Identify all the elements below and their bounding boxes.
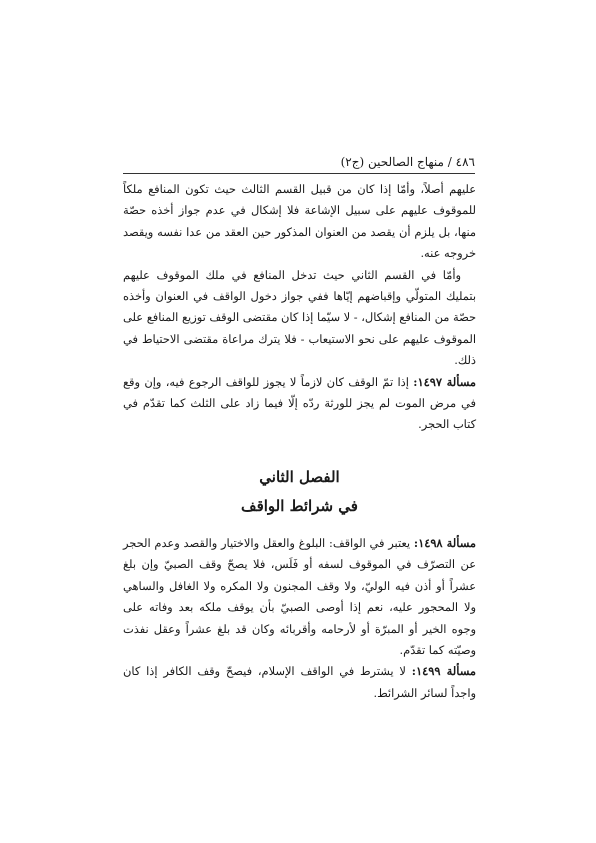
- chapter-headings: [123, 463, 476, 521]
- paragraph-issue-1498: [123, 533, 476, 661]
- issue-label: مسألة ١٤٩٩:: [411, 664, 476, 679]
- paragraph-text: لا يشترط في الواقف الإسلام، فيصحّ وقف الكافر إذا كان واجداً لسائر الشرائط.: [123, 664, 476, 700]
- header-rule: [123, 173, 475, 174]
- paragraph-text: وأمّا في القسم الثاني حيث تدخل المنافع في ملك الموقوف عليهم بتمليك المتولّي وإقباضهم إيّاها ففي جواز دخول الواقف في العنوان وأخذه حصّة من المنافع إشكال، - لا سيّما إذا كان مقتضى الوقف توزيع المنافع على الموقوف عليهم على نحو الاستيعاب - فلا يترك مراعاة مقتضى الاحتياط في ذلك.: [123, 267, 476, 368]
- running-header: ٤٨٦ / منهاج الصالحين (ج٢): [340, 155, 475, 169]
- paragraph-text: عليهم أصلاً، وأمّا إذا كان من قبيل القسم الثالث حيث تكون المنافع ملكاً للموقوف عليهم على سبيل الإشاعة فلا إشكال في عدم جواز أخذه حصّة منها، بل يلزم أن يقصد من العنوان المذكور حين العقد من عدا نفسه ويقصد خروجه عنه.: [123, 182, 476, 261]
- chapter-title: الفصل الثاني: [259, 467, 340, 486]
- paragraph-text: يعتبر في الواقف: البلوغ والعقل والاختيار والقصد وعدم الحجر عن التصرّف في الموقوف لسفه أو فَلَس، فلا يصحّ وقف الصبيّ وإن بلغ عشراً أو أذن فيه الوليّ، ولا وقف المجنون ولا المكره ولا الغافل والساهي ولا المحجور عليه، نعم إذا أوصى الصبيّ بأن يوقف ملكه بعد وفاته على وجوه الخير أو المبرّة أو لأرحامه وأقربائه وكان قد بلغ عشراً وعقل نفذت وصيّته كما تقدّم.: [123, 535, 476, 657]
- paragraph-continuation: [123, 179, 476, 265]
- issue-label: مسألة ١٤٩٧:: [413, 374, 476, 389]
- body-text: [123, 179, 476, 704]
- paragraph-second-section: [123, 265, 476, 372]
- paragraph-issue-1499: [123, 661, 476, 704]
- paragraph-issue-1497: [123, 372, 476, 436]
- issue-label: مسألة ١٤٩٨:: [413, 535, 476, 550]
- chapter-subtitle: في شرائط الواقف: [241, 496, 358, 515]
- paragraph-text: إذا تمّ الوقف كان لازماً لا يجوز للواقف الرجوع فيه، وإن وقع في مرض الموت لم يجز للورثة ردّه إلّا فيما زاد على الثلث كما تقدّم في كتاب الحجر.: [123, 374, 476, 432]
